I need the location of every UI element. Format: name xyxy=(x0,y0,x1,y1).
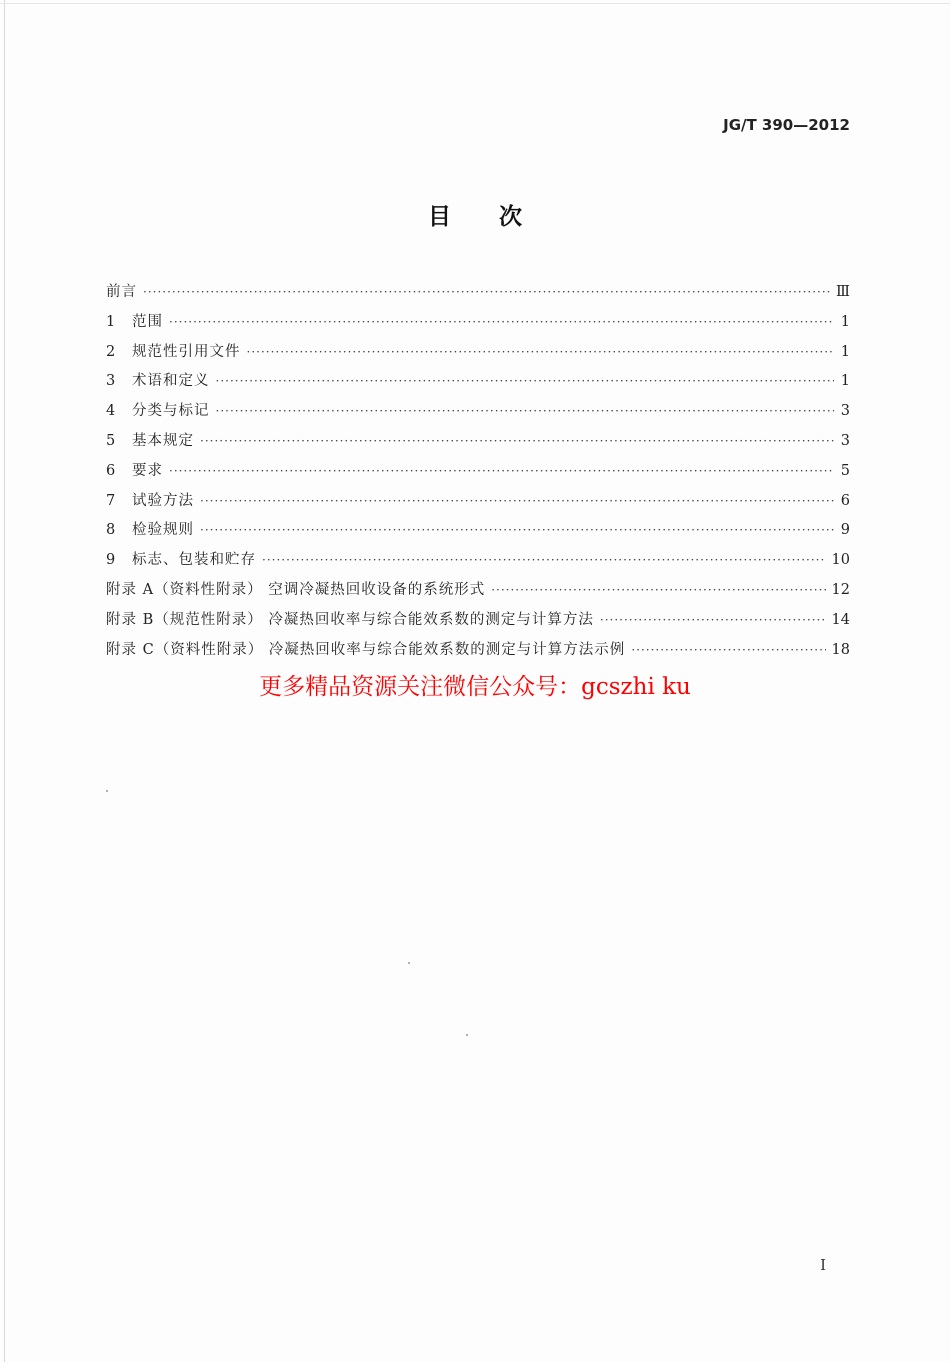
toc-entry[interactable] xyxy=(106,338,850,368)
toc-entry[interactable] xyxy=(106,546,850,576)
toc-entry-page: 1 xyxy=(840,373,850,390)
toc-entry-number: 2 xyxy=(106,343,116,360)
toc-entry-page: 1 xyxy=(840,313,850,330)
toc-entry-page: 3 xyxy=(840,432,850,449)
toc-entry[interactable] xyxy=(106,427,850,457)
scan-speck xyxy=(466,1034,468,1036)
toc-entry[interactable] xyxy=(106,636,850,666)
toc-leader-dots xyxy=(600,606,826,636)
scan-speck xyxy=(106,790,108,792)
toc-entry-title: 检验规则 xyxy=(132,522,194,539)
toc-entry-number: 7 xyxy=(106,492,116,509)
toc-entry-title: 术语和定义 xyxy=(132,373,210,390)
toc-entry-title: 附录 A（资料性附录） 空调冷凝热回收设备的系统形式 xyxy=(106,581,486,598)
toc-entry-page: 5 xyxy=(840,462,850,479)
toc-entry-page: 9 xyxy=(840,522,850,539)
toc-entry-number: 4 xyxy=(106,403,116,420)
toc-leader-dots xyxy=(631,636,825,666)
toc-entry-number: 3 xyxy=(106,373,116,390)
toc-leader-dots xyxy=(169,308,834,338)
toc-entry-page: Ⅲ xyxy=(836,284,850,300)
toc-entry[interactable] xyxy=(106,516,850,546)
toc-entry-title: 基本规定 xyxy=(132,432,194,449)
toc-leader-dots xyxy=(262,546,826,576)
toc-leader-dots xyxy=(143,278,830,308)
toc-leader-dots xyxy=(491,576,825,606)
toc-entry-title: 范围 xyxy=(132,313,163,330)
promo-notice: 更多精品资源关注微信公众号：gcszhi ku xyxy=(259,674,691,700)
toc-entry-number: 6 xyxy=(106,462,116,479)
toc-entry-title: 附录 C（资料性附录） 冷凝热回收率与综合能效系数的测定与计算方法示例 xyxy=(106,641,626,658)
toc-entry-number: 9 xyxy=(106,552,116,569)
toc-entry[interactable] xyxy=(106,487,850,517)
toc-entry-page: 10 xyxy=(831,552,850,569)
toc-entry[interactable] xyxy=(106,576,850,606)
toc-entry-title: 规范性引用文件 xyxy=(132,343,241,360)
page-number: I xyxy=(820,1256,826,1274)
toc-entry-page: 18 xyxy=(831,641,850,658)
toc-entry-page: 6 xyxy=(840,492,850,509)
toc-entry-title: 要求 xyxy=(132,462,163,479)
toc-leader-dots xyxy=(200,487,834,517)
toc-entry-page: 3 xyxy=(840,403,850,420)
toc-entry-page: 14 xyxy=(831,611,850,628)
toc-entry[interactable] xyxy=(106,606,850,636)
page-title: 目次 xyxy=(428,204,570,230)
toc-leader-dots xyxy=(169,457,834,487)
toc-leader-dots xyxy=(200,516,834,546)
toc-leader-dots xyxy=(200,427,834,457)
toc-entry-title: 分类与标记 xyxy=(132,403,210,420)
toc-entry-title: 前言 xyxy=(106,284,137,300)
toc-entry-title: 附录 B（规范性附录） 冷凝热回收率与综合能效系数的测定与计算方法 xyxy=(106,611,594,628)
toc-entry-page: 1 xyxy=(840,343,850,360)
toc-leader-dots xyxy=(216,397,835,427)
document-code: JG/T 390—2012 xyxy=(723,116,850,134)
toc-entry[interactable] xyxy=(106,457,850,487)
toc-entry-number: 5 xyxy=(106,432,116,449)
scan-edge xyxy=(0,3,950,4)
toc-entry[interactable] xyxy=(106,308,850,338)
toc-leader-dots xyxy=(216,367,835,397)
toc-leader-dots xyxy=(247,338,835,368)
toc-entry[interactable] xyxy=(106,367,850,397)
toc-entry-number: 1 xyxy=(106,313,116,330)
table-of-contents xyxy=(106,278,850,665)
toc-entry-title: 试验方法 xyxy=(132,492,194,509)
toc-entry-title: 标志、包装和贮存 xyxy=(132,552,256,569)
toc-entry-page: 12 xyxy=(831,581,850,598)
toc-entry[interactable] xyxy=(106,397,850,427)
toc-entry-number: 8 xyxy=(106,522,116,539)
scan-speck xyxy=(408,962,410,964)
toc-entry[interactable] xyxy=(106,278,850,308)
